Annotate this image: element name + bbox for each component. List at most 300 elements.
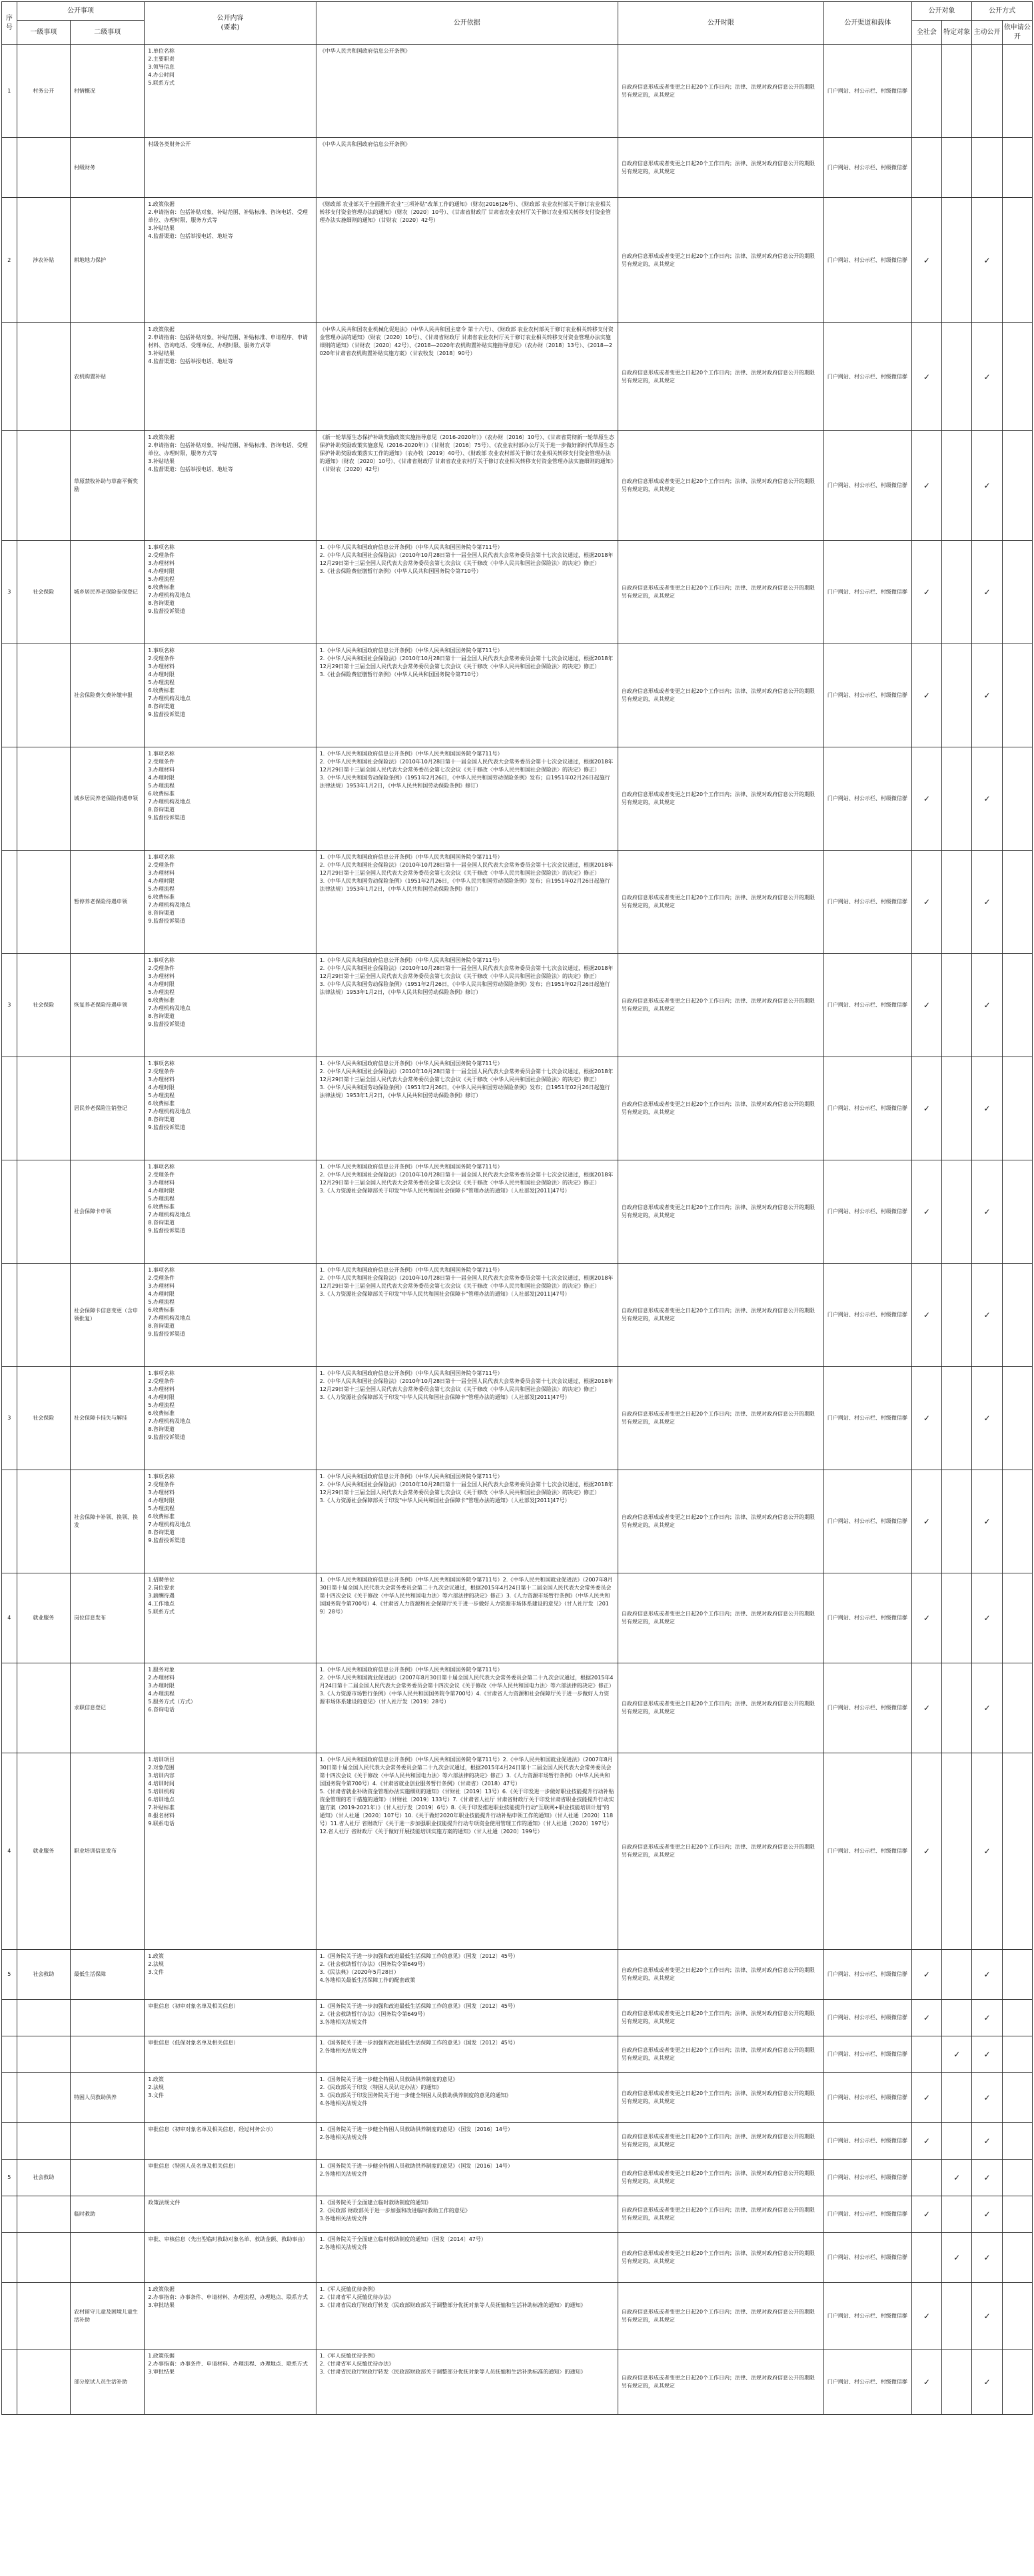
row-channel: 门户网站、村公示栏、村级微信群 — [823, 2073, 911, 2123]
row-all-society-check: ✓ — [911, 1057, 941, 1160]
row-specific-check — [942, 198, 972, 323]
row-all-society-check: ✓ — [911, 1264, 941, 1367]
row-content: 1.事项名称 2.受理条件 3.办理材料 4.办理时限 5.办理流程 6.收费标准 7.办理机构及地点 8.咨询渠道 9.监督投诉渠道 — [145, 1367, 316, 1470]
row-level1 — [17, 431, 70, 541]
row-specific-check — [942, 1663, 972, 1753]
row-period: 自政府信息形成或者变更之日起20个工作日内；法律、法规对政府信息公开的期限另有规定的，从其规定 — [618, 198, 823, 323]
table-row — [2, 1950, 1033, 2000]
row-seq: 5 — [2, 2160, 17, 2196]
table-row — [2, 2283, 1033, 2350]
row-specific-check — [942, 1264, 972, 1367]
row-seq — [2, 1160, 17, 1264]
row-content: 1.培训项目 2.对象范围 3.培训内容 4.培训时间 5.培训机构 6.培训地点 7.补贴标准 8.报名材料 9.联系电话 — [145, 1753, 316, 1950]
row-level2: 村级财务 — [70, 138, 144, 198]
row-level2: 岗位信息发布 — [70, 1573, 144, 1663]
row-active-check: ✓ — [972, 2160, 1002, 2196]
row-seq: 3 — [2, 954, 17, 1057]
row-seq — [2, 2350, 17, 2415]
row-content: 1.事项名称 2.受理条件 3.办理材料 4.办理时限 5.办理流程 6.收费标准 7.办理机构及地点 8.咨询渠道 9.监督投诉渠道 — [145, 747, 316, 851]
row-on-request-check — [1002, 431, 1032, 541]
table-row — [2, 198, 1033, 323]
row-on-request-check — [1002, 1753, 1032, 1950]
row-level2: 社会保障卡信息变更（含申领批复） — [70, 1264, 144, 1367]
row-specific-check — [942, 644, 972, 747]
row-level2: 部分原试人员生活补助 — [70, 2350, 144, 2415]
row-all-society-check — [911, 2233, 941, 2283]
header-level2: 二级事项 — [70, 21, 144, 45]
row-all-society-check — [911, 45, 941, 138]
row-channel: 门户网站、村公示栏、村级微信群 — [823, 1663, 911, 1753]
row-basis: 1.《中华人民共和国政府信息公开条例》（中华人民共和国国务院令第711号） 2.《中华人民共和国社会保险法》（2010年10月28日第十一届全国人民代表大会常务委员会第十七次会议通过，根据2018年12月29日第十三届全国人民代表大会常务委员会第七次会议《关于修改〈中华人民共和国社会保险法〉的决定》修正） 3.《人力资源社会保障部关于印发"中华人民共和国社会保障卡"管理办法的通知》（人社部发[2011]47号） — [316, 1367, 618, 1470]
row-on-request-check — [1002, 45, 1032, 138]
table-row — [2, 431, 1033, 541]
row-active-check: ✓ — [972, 747, 1002, 851]
row-content: 1.事项名称 2.受理条件 3.办理材料 4.办理时限 5.办理流程 6.收费标准 7.办理机构及地点 8.咨询渠道 9.监督投诉渠道 — [145, 644, 316, 747]
row-all-society-check: ✓ — [911, 644, 941, 747]
row-specific-check — [942, 1753, 972, 1950]
row-period: 自政府信息形成或者变更之日起20个工作日内；法律、法规对政府信息公开的期限另有规定的，从其规定 — [618, 2283, 823, 2350]
row-content: 审批信息（低保对象名单及相关信息） — [145, 2036, 316, 2073]
header-all-society: 全社会 — [911, 21, 941, 45]
row-channel: 门户网站、村公示栏、村级微信群 — [823, 2283, 911, 2350]
row-specific-check — [942, 2350, 972, 2415]
row-period: 自政府信息形成或者变更之日起20个工作日内；法律、法规对政府信息公开的期限另有规定的，从其规定 — [618, 138, 823, 198]
row-channel: 门户网站、村公示栏、村级微信群 — [823, 2000, 911, 2036]
row-specific-check: ✓ — [942, 2036, 972, 2073]
row-level1 — [17, 2233, 70, 2283]
row-period: 自政府信息形成或者变更之日起20个工作日内；法律、法规对政府信息公开的期限另有规定的，从其规定 — [618, 1663, 823, 1753]
row-level1 — [17, 2073, 70, 2123]
row-seq: 3 — [2, 1367, 17, 1470]
row-specific-check — [942, 2073, 972, 2123]
row-seq: 3 — [2, 541, 17, 644]
row-period: 自政府信息形成或者变更之日起20个工作日内；法律、法规对政府信息公开的期限另有规定的，从其规定 — [618, 1367, 823, 1470]
row-basis: 1.《中华人民共和国政府信息公开条例》（中华人民共和国国务院令第711号） 2.《中华人民共和国就业促进法》（2007年8月30日第十届全国人民代表大会常务委员会第二十九次会议通过，根据2015年4月24日第十二届全国人民代表大会常务委员会第十四次会议《关于修改〈中华人民共和国电力法〉等六部法律的决定》修正）3.《人力资源市场暂行条例》（中华人民共和国国务院令第700号）4.《甘肃省人力资源和社会保障厅关于进一步做好人力资源市场体系建设的意见》（甘人社厅发〔2019〕28号） — [316, 1663, 618, 1753]
row-period: 自政府信息形成或者变更之日起20个工作日内；法律、法规对政府信息公开的期限另有规定的，从其规定 — [618, 1950, 823, 2000]
header-method: 公开方式 — [972, 2, 1033, 21]
row-level1: 社会救助 — [17, 2160, 70, 2196]
row-all-society-check: ✓ — [911, 1160, 941, 1264]
row-specific-check — [942, 2283, 972, 2350]
row-level1: 涉农补贴 — [17, 198, 70, 323]
row-content: 政策法规文件 — [145, 2196, 316, 2233]
row-active-check: ✓ — [972, 1160, 1002, 1264]
row-channel: 门户网站、村公示栏、村级微信群 — [823, 1753, 911, 1950]
row-on-request-check — [1002, 644, 1032, 747]
row-all-society-check: ✓ — [911, 2283, 941, 2350]
row-all-society-check: ✓ — [911, 198, 941, 323]
row-content: 1.服务对象 2.办理材料 3.办理时限 4.办理流程 5.服务方式（方式） 6.咨询电话 — [145, 1663, 316, 1753]
table-row — [2, 1753, 1033, 1950]
row-channel: 门户网站、村公示栏、村级微信群 — [823, 2036, 911, 2073]
row-content: 1.政策依据 2.申请指南：包括补贴对象、补贴范围、补贴标准、咨询电话、受理单位、办理时限，服务方式等 3.补贴结果 4.监督渠道：包括举报电话、地址等 — [145, 198, 316, 323]
row-seq — [2, 2000, 17, 2036]
row-level2: 农村留守儿童及困境儿童生活补助 — [70, 2283, 144, 2350]
row-specific-check: ✓ — [942, 2233, 972, 2283]
row-channel: 门户网站、村公示栏、村级微信群 — [823, 45, 911, 138]
row-seq: 5 — [2, 1950, 17, 2000]
row-level1: 就业服务 — [17, 1573, 70, 1663]
row-period: 自政府信息形成或者变更之日起20个工作日内；法律、法规对政府信息公开的期限另有规定的，从其规定 — [618, 2350, 823, 2415]
row-on-request-check — [1002, 2123, 1032, 2160]
row-all-society-check: ✓ — [911, 541, 941, 644]
row-period: 自政府信息形成或者变更之日起20个工作日内；法律、法规对政府信息公开的期限另有规定的，从其规定 — [618, 431, 823, 541]
row-content: 审批信息（特困人员名单及相关信息） — [145, 2160, 316, 2196]
row-seq — [2, 138, 17, 198]
row-active-check: ✓ — [972, 1753, 1002, 1950]
row-content: 1.政策依据 2.申请指南：包括补贴对象、补贴范围、补贴标准、咨询电话、受理单位、办理时限，服务方式等 3.补贴结果 4.监督渠道：包括举报电话、地址等 — [145, 431, 316, 541]
row-basis: 1.《国务院关于进一步加强和改进最低生活保障工作的意见》（国发〔2012〕45号） 2.《社会救助暂行办法》（国务院令第649号） 3.各地相关法规文件 — [316, 2000, 618, 2036]
header-objects: 公开对象 — [911, 2, 972, 21]
disclosure-table — [1, 1, 1033, 2415]
row-basis: 1.《中华人民共和国政府信息公开条例》（中华人民共和国国务院令第711号） 2.《中华人民共和国社会保险法》（2010年10月28日第十一届全国人民代表大会常务委员会第十七次会议通过，根据2018年12月29日第十三届全国人民代表大会常务委员会第七次会议《关于修改〈中华人民共和国社会保险法〉的决定》修正） 3.《人力资源社会保障部关于印发"中华人民共和国社会保障卡"管理办法的通知》（人社部发[2011]47号） — [316, 1264, 618, 1367]
row-level2 — [70, 2036, 144, 2073]
row-channel: 门户网站、村公示栏、村级微信群 — [823, 323, 911, 431]
row-basis: 1.《中华人民共和国政府信息公开条例》（中华人民共和国国务院令第711号）2.《中华人民共和国就业促进法》（2007年8月30日第十届全国人民代表大会常务委员会第二十九次会议通过，根据2015年4月24日第十二届全国人民代表大会常务委员会第十四次会议《关于修改〈中华人民共和国电力法〉等六部法律的决定》修正）3.《人力资源市场暂行条例》（中华人民共和国国务院令第700号）4.《甘肃省就业创业服务暂行条例》（甘肃省）（2018）47号） 5.《甘肃省就业补助资金管理办法实施细则的通知》（甘财社〔2019〕13号）6.《关于印发进一步做好职业技能提升行动补贴资金管理的若干措施的通知》（甘财社〔2019〕133号）7.《甘肃省人社厅 甘肃省财政厅关于印发甘肃省职业技能提升行动实施方案（2019-2021年）》（甘人社厅发〔2019〕6号）8.《关于印发推进职业技能提升行动"互联网+职业技能培训计划"的通知》（甘人社通〔2020〕107号）10.《关于做好2020年职业技能提升行动补贴申领工作的通知》（甘人社通〔2020〕118号）11.省人社厅 省财政厅《关于进一步加强职业技能提升行动专项资金使用管理工作的通知》（甘人社通〔2020〕197号）12.省人社厅 省财政厅《关于做好开展技能培训实施方案的通知》（甘人社通〔2020〕199号） — [316, 1753, 618, 1950]
table-row — [2, 1367, 1033, 1470]
row-specific-check — [942, 2000, 972, 2036]
row-on-request-check — [1002, 2036, 1032, 2073]
row-active-check: ✓ — [972, 954, 1002, 1057]
table-row — [2, 747, 1033, 851]
row-specific-check — [942, 431, 972, 541]
row-active-check: ✓ — [972, 2233, 1002, 2283]
table-row — [2, 2350, 1033, 2415]
row-all-society-check — [911, 2036, 941, 2073]
row-basis: 1.《军人抚恤优待条例》 2.《甘肃省军人抚恤优待办法》 3.《甘肃省民政厅财政厅转发〈民政部财政部关于调整部分优抚对象等人员抚恤和生活补助标准的通知〉的通知》 — [316, 2283, 618, 2350]
row-specific-check — [942, 138, 972, 198]
row-level2: 最低生活保障 — [70, 1950, 144, 2000]
row-basis: 1.《中华人民共和国政府信息公开条例》（中华人民共和国国务院令第711号） 2.《中华人民共和国社会保险法》（2010年10月28日第十一届全国人民代表大会常务委员会第十七次会议通过，根据2018年12月29日第十三届全国人民代表大会常务委员会第七次会议《关于修改〈中华人民共和国社会保险法〉的决定》修正） 3.《人力资源社会保障部关于印发"中华人民共和国社会保障卡"管理办法的通知》（人社部发[2011]47号） — [316, 1470, 618, 1573]
row-basis: 1.《国务院关于全面建立临时救助制度的通知》（国发〔2014〕47号） 2.各地相关法规文件 — [316, 2233, 618, 2283]
row-content: 1.政策 2.法规 3.文件 — [145, 1950, 316, 2000]
row-active-check: ✓ — [972, 644, 1002, 747]
row-seq — [2, 2073, 17, 2123]
row-content: 审批信息（初审对象名单及相关信息） — [145, 2000, 316, 2036]
row-channel: 门户网站、村公示栏、村级微信群 — [823, 1264, 911, 1367]
row-level2 — [70, 2000, 144, 2036]
table-row — [2, 1264, 1033, 1367]
row-all-society-check: ✓ — [911, 1950, 941, 2000]
row-period: 自政府信息形成或者变更之日起20个工作日内；法律、法规对政府信息公开的期限另有规定的，从其规定 — [618, 954, 823, 1057]
row-on-request-check — [1002, 1264, 1032, 1367]
row-active-check: ✓ — [972, 1367, 1002, 1470]
row-all-society-check: ✓ — [911, 1470, 941, 1573]
row-channel: 门户网站、村公示栏、村级微信群 — [823, 2123, 911, 2160]
row-channel: 门户网站、村公示栏、村级微信群 — [823, 1573, 911, 1663]
row-period: 自政府信息形成或者变更之日起20个工作日内；法律、法规对政府信息公开的期限另有规定的，从其规定 — [618, 45, 823, 138]
row-period: 自政府信息形成或者变更之日起20个工作日内；法律、法规对政府信息公开的期限另有规定的，从其规定 — [618, 541, 823, 644]
row-level1 — [17, 2350, 70, 2415]
table-row — [2, 2123, 1033, 2160]
row-content: 1.事项名称 2.受理条件 3.办理材料 4.办理时限 5.办理流程 6.收费标准 7.办理机构及地点 8.咨询渠道 9.监督投诉渠道 — [145, 954, 316, 1057]
row-content: 1.事项名称 2.受理条件 3.办理材料 4.办理时限 5.办理流程 6.收费标准 7.办理机构及地点 8.咨询渠道 9.监督投诉渠道 — [145, 1470, 316, 1573]
row-basis: 《中华人民共和国农业机械化促进法》（中华人民共和国主席令 第十六号）、《财政部 农业农村部关于修订农业相关转移支付资金管理办法的通知》（财农〔2020〕10号）、《甘肃省财政厅 甘肃省农业农村厅关于修订农业相关转移支付资金管理办法实施细则的通知》（甘财农〔2020〕42号）、《2018—2020年农机购置补贴实施指导意见》（农办财〔2018〕13号）、《2018—2020年甘肃省农机购置补贴实施方案》（甘农牧发〔2018〕90号） — [316, 323, 618, 431]
row-active-check: ✓ — [972, 2000, 1002, 2036]
row-all-society-check: ✓ — [911, 2196, 941, 2233]
row-active-check: ✓ — [972, 1264, 1002, 1367]
row-seq: 4 — [2, 1753, 17, 1950]
row-active-check — [972, 45, 1002, 138]
row-seq — [2, 2036, 17, 2073]
row-basis: 1.《中华人民共和国政府信息公开条例》（中华人民共和国国务院令第711号） 2.《中华人民共和国社会保险法》（2010年10月28日第十一届全国人民代表大会常务委员会第十七次会议通过，根据2018年12月29日第十三届全国人民代表大会常务委员会第七次会议《关于修改〈中华人民共和国社会保险法〉的决定》修正） 3.《中华人民共和国劳动保险条例》（1951年2月26日，《中华人民共和国劳动保险条例》发布；自1951年02月26日起施行法律法规）1953年1月2日，《中华人民共和国劳动保险条例》修订） — [316, 954, 618, 1057]
row-seq — [2, 1264, 17, 1367]
header-matters: 公开事项 — [17, 2, 145, 21]
row-channel: 门户网站、村公示栏、村级微信群 — [823, 2160, 911, 2196]
row-period: 自政府信息形成或者变更之日起20个工作日内；法律、法规对政府信息公开的期限另有规定的，从其规定 — [618, 747, 823, 851]
row-active-check: ✓ — [972, 1057, 1002, 1160]
row-content: 1.事项名称 2.受理条件 3.办理材料 4.办理时限 5.办理流程 6.收费标准 7.办理机构及地点 8.咨询渠道 9.监督投诉渠道 — [145, 1057, 316, 1160]
row-level1 — [17, 644, 70, 747]
row-level1: 社会保险 — [17, 954, 70, 1057]
row-basis: 《中华人民共和国政府信息公开条例》 — [316, 138, 618, 198]
row-specific-check — [942, 1573, 972, 1663]
row-on-request-check — [1002, 2196, 1032, 2233]
row-level1 — [17, 1663, 70, 1753]
row-period: 自政府信息形成或者变更之日起20个工作日内；法律、法规对政府信息公开的期限另有规定的，从其规定 — [618, 1057, 823, 1160]
row-seq — [2, 851, 17, 954]
row-channel: 门户网站、村公示栏、村级微信群 — [823, 138, 911, 198]
row-level1 — [17, 1264, 70, 1367]
row-level1 — [17, 1057, 70, 1160]
header-basis: 公开依据 — [316, 2, 618, 45]
header-specific: 特定对象 — [942, 21, 972, 45]
row-level2: 职业培训信息发布 — [70, 1753, 144, 1950]
table-row — [2, 1160, 1033, 1264]
row-content: 1.事项名称 2.受理条件 3.办理材料 4.办理时限 5.办理流程 6.收费标准 7.办理机构及地点 8.咨询渠道 9.监督投诉渠道 — [145, 1160, 316, 1264]
row-on-request-check — [1002, 2073, 1032, 2123]
row-level2 — [70, 2160, 144, 2196]
row-level1 — [17, 2196, 70, 2233]
row-period: 自政府信息形成或者变更之日起20个工作日内；法律、法规对政府信息公开的期限另有规定的，从其规定 — [618, 2073, 823, 2123]
row-channel: 门户网站、村公示栏、村级微信群 — [823, 2196, 911, 2233]
row-level2: 社会保险费欠费补缴申报 — [70, 644, 144, 747]
row-seq — [2, 323, 17, 431]
row-level1 — [17, 1470, 70, 1573]
row-level2 — [70, 2123, 144, 2160]
row-on-request-check — [1002, 1950, 1032, 2000]
table-row — [2, 2196, 1033, 2233]
row-level1 — [17, 851, 70, 954]
row-specific-check — [942, 45, 972, 138]
table-row — [2, 2233, 1033, 2283]
row-channel: 门户网站、村公示栏、村级微信群 — [823, 1470, 911, 1573]
row-all-society-check: ✓ — [911, 2123, 941, 2160]
row-on-request-check — [1002, 2350, 1032, 2415]
row-active-check: ✓ — [972, 851, 1002, 954]
row-level1 — [17, 2036, 70, 2073]
row-channel: 门户网站、村公示栏、村级微信群 — [823, 1950, 911, 2000]
row-level2: 耕地地力保护 — [70, 198, 144, 323]
row-level2 — [70, 2233, 144, 2283]
row-level1 — [17, 2283, 70, 2350]
row-all-society-check: ✓ — [911, 323, 941, 431]
row-active-check: ✓ — [972, 2196, 1002, 2233]
row-specific-check — [942, 1057, 972, 1160]
row-specific-check — [942, 851, 972, 954]
header-on-request: 依申请公开 — [1002, 21, 1032, 45]
row-seq — [2, 747, 17, 851]
row-seq: 2 — [2, 198, 17, 323]
row-on-request-check — [1002, 2233, 1032, 2283]
row-all-society-check: ✓ — [911, 2350, 941, 2415]
row-content: 1.事项名称 2.受理条件 3.办理材料 4.办理时限 5.办理流程 6.收费标准 7.办理机构及地点 8.咨询渠道 9.监督投诉渠道 — [145, 851, 316, 954]
row-all-society-check: ✓ — [911, 2073, 941, 2123]
row-content: 1.事项名称 2.受理条件 3.办理材料 4.办理时限 5.办理流程 6.收费标准 7.办理机构及地点 8.咨询渠道 9.监督投诉渠道 — [145, 1264, 316, 1367]
row-period: 自政府信息形成或者变更之日起20个工作日内；法律、法规对政府信息公开的期限另有规定的，从其规定 — [618, 2123, 823, 2160]
row-basis: 1.《国务院关于进一步加强和改进最低生活保障工作的意见》（国发〔2012〕45号） 2.各地相关法规文件 — [316, 2036, 618, 2073]
row-level1 — [17, 747, 70, 851]
row-basis: 1.《军人抚恤优待条例》 2.《甘肃省军人抚恤优待办法》 3.《甘肃省民政厅财政厅转发〈民政部财政部关于调整部分优抚对象等人员抚恤和生活补助标准的通知〉的通知》 — [316, 2350, 618, 2415]
row-on-request-check — [1002, 323, 1032, 431]
row-level1 — [17, 323, 70, 431]
row-content: 1.政策依据 2.申请指南：包括补贴对象、补贴范围、补贴标准、申请程序、申请材料、咨询电话、受理单位、办理时限、服务方式等 3.补贴结果 4.监督渠道：包括举报电话、地址等 — [145, 323, 316, 431]
row-active-check: ✓ — [972, 1573, 1002, 1663]
row-content: 1.政策 2.法规 3.文件 — [145, 2073, 316, 2123]
row-period: 自政府信息形成或者变更之日起20个工作日内；法律、法规对政府信息公开的期限另有规定的，从其规定 — [618, 2000, 823, 2036]
row-all-society-check: ✓ — [911, 954, 941, 1057]
row-period: 自政府信息形成或者变更之日起20个工作日内；法律、法规对政府信息公开的期限另有规定的，从其规定 — [618, 2196, 823, 2233]
row-seq — [2, 2123, 17, 2160]
row-level1: 社会保险 — [17, 541, 70, 644]
row-active-check — [972, 138, 1002, 198]
row-on-request-check — [1002, 138, 1032, 198]
table-row — [2, 1663, 1033, 1753]
row-active-check: ✓ — [972, 2350, 1002, 2415]
row-channel: 门户网站、村公示栏、村级微信群 — [823, 541, 911, 644]
row-all-society-check: ✓ — [911, 1367, 941, 1470]
row-seq — [2, 431, 17, 541]
row-all-society-check: ✓ — [911, 2000, 941, 2036]
row-channel: 门户网站、村公示栏、村级微信群 — [823, 954, 911, 1057]
row-seq — [2, 1057, 17, 1160]
row-content: 村级各类财务公开 — [145, 138, 316, 198]
row-seq — [2, 2196, 17, 2233]
table-row — [2, 2160, 1033, 2196]
row-basis: 1.《中华人民共和国政府信息公开条例》（中华人民共和国国务院令第711号） 2.《中华人民共和国社会保险法》（2010年10月28日第十一届全国人民代表大会常务委员会第十七次会议通过，根据2018年12月29日第十三届全国人民代表大会常务委员会第七次会议《关于修改〈中华人民共和国社会保险法〉的决定》修正） 3.《中华人民共和国劳动保险条例》（1951年2月26日，《中华人民共和国劳动保险条例》发布；自1951年02月26日起施行法律法规）1953年1月2日，《中华人民共和国劳动保险条例》修订） — [316, 747, 618, 851]
row-active-check: ✓ — [972, 2036, 1002, 2073]
row-level2: 草原禁牧补助与草畜平衡奖励 — [70, 431, 144, 541]
row-all-society-check: ✓ — [911, 851, 941, 954]
header-seq: 序号 — [2, 2, 17, 45]
row-active-check: ✓ — [972, 198, 1002, 323]
row-basis: 1.《国务院关于进一步健全特困人员救助供养制度的意见》 2.《民政部关于印发〈特困人员认定办法〉的通知》 3.《民政部关于印发国务院关于进一步健全特困人员救助供养制度的意见的通知》 4.各地相关法规文件 — [316, 2073, 618, 2123]
row-seq — [2, 2233, 17, 2283]
row-active-check: ✓ — [972, 2283, 1002, 2350]
row-active-check: ✓ — [972, 2073, 1002, 2123]
row-period: 自政府信息形成或者变更之日起20个工作日内；法律、法规对政府信息公开的期限另有规定的，从其规定 — [618, 2036, 823, 2073]
header-level1: 一级事项 — [17, 21, 70, 45]
row-basis: 《新一轮草原生态保护补助奖励政策实施指导意见（2016-2020年）》（农办财〔2016〕10号）、《甘肃省贯彻新一轮草原生态保护补助奖励政策实施意见（2016-2020年）》（甘财农〔2016〕75号）、《农业农村部办公厅关于进一步做好新时代草原生态保护补助奖励政策落实工作的通知》（农办牧〔2019〕40号）、《财政部 农业农村部关于修订农业相关转移支付资金管理办法的通知》（财农〔2020〕10号）、《甘肃省财政厅 甘肃省农业农村厅关于修订农业相关转移支付资金管理办法实施细则的通知》（甘财农〔2020〕42号） — [316, 431, 618, 541]
table-body — [2, 45, 1033, 2415]
table-row — [2, 1573, 1033, 1663]
row-on-request-check — [1002, 851, 1032, 954]
row-all-society-check: ✓ — [911, 1573, 941, 1663]
row-content: 审批信息（初审对象名单及相关信息，经过村务公示） — [145, 2123, 316, 2160]
row-active-check: ✓ — [972, 541, 1002, 644]
row-active-check: ✓ — [972, 1663, 1002, 1753]
row-channel: 门户网站、村公示栏、村级微信群 — [823, 431, 911, 541]
row-channel: 门户网站、村公示栏、村级微信群 — [823, 851, 911, 954]
row-basis: 1.《中华人民共和国政府信息公开条例》（中华人民共和国国务院令第711号） 2.《中华人民共和国社会保险法》（2010年10月28日第十一届全国人民代表大会常务委员会第十七次会议通过，根据2018年12月29日第十三届全国人民代表大会常务委员会第七次会议《关于修改〈中华人民共和国社会保险法〉的决定》修正） 3.《中华人民共和国劳动保险条例》（1951年2月26日，《中华人民共和国劳动保险条例》发布；自1951年02月26日起施行法律法规）1953年1月2日，《中华人民共和国劳动保险条例》修订） — [316, 1057, 618, 1160]
row-level1 — [17, 138, 70, 198]
row-all-society-check: ✓ — [911, 1663, 941, 1753]
row-seq: 4 — [2, 1573, 17, 1663]
row-basis: 1.《中华人民共和国政府信息公开条例》（中华人民共和国国务院令第711号） 2.《中华人民共和国社会保险法》（2010年10月28日第十一届全国人民代表大会常务委员会第十七次会议通过，根据2018年12月29日第十三届全国人民代表大会常务委员会第七次会议《关于修改〈中华人民共和国社会保险法〉的决定》修正） 3.《人力资源社会保障部关于印发"中华人民共和国社会保障卡"管理办法的通知》（人社部发[2011]47号） — [316, 1160, 618, 1264]
row-specific-check: ✓ — [942, 2160, 972, 2196]
row-period: 自政府信息形成或者变更之日起20个工作日内；法律、法规对政府信息公开的期限另有规定的，从其规定 — [618, 851, 823, 954]
row-level2: 社会保障卡补领、换领、换发 — [70, 1470, 144, 1573]
row-on-request-check — [1002, 1573, 1032, 1663]
table-row — [2, 2036, 1033, 2073]
row-level2: 城乡居民养老保险待遇申领 — [70, 747, 144, 851]
table-row — [2, 1470, 1033, 1573]
header-channel: 公开渠道和载体 — [823, 2, 911, 45]
row-basis: 《财政部 农业部关于全面推开农业"三项补贴"改革工作的通知》（财农[2016]26号）、《财政部 农业农村部关于修订农业相关转移支付资金管理办法的通知》（财农〔2020〕10号）、《甘肃省财政厅 甘肃省农业农村厅关于修订农业相关转移支付资金管理办法实施细则的通知》（甘财农〔2020〕42号） — [316, 198, 618, 323]
row-seq: 1 — [2, 45, 17, 138]
row-basis: 1.《中华人民共和国政府信息公开条例》（中华人民共和国国务院令第711号） 2.《中华人民共和国社会保险法》（2010年10月28日第十一届全国人民代表大会常务委员会第十七次会议通过，根据2018年12月29日第十三届全国人民代表大会常务委员会第七次会议《关于修改〈中华人民共和国社会保险法〉的决定》修正） 3.《社会保险费征缴暂行条例》（中华人民共和国国务院令第710号） — [316, 644, 618, 747]
row-on-request-check — [1002, 2160, 1032, 2196]
table-row — [2, 2000, 1033, 2036]
row-level1: 社会救助 — [17, 1950, 70, 2000]
row-specific-check — [942, 2123, 972, 2160]
row-specific-check — [942, 1367, 972, 1470]
row-period: 自政府信息形成或者变更之日起20个工作日内；法律、法规对政府信息公开的期限另有规定的，从其规定 — [618, 1264, 823, 1367]
row-basis: 1.《中华人民共和国政府信息公开条例》（中华人民共和国国务院令第711号）2.《中华人民共和国就业促进法》（2007年8月30日第十届全国人民代表大会常务委员会第二十九次会议通过，根据2015年4月24日第十二届全国人民代表大会常务委员会第十四次会议《关于修改〈中华人民共和国电力法〉等六部法律的决定》修正）3.《人力资源市场暂行条例》（中华人民共和国国务院令第700号）4.《甘肃省人力资源和社会保障厅关于进一步做好人力资源市场体系建设的意见》（甘人社厅发〔2019〕28号） — [316, 1573, 618, 1663]
row-level2: 社会保障卡挂失与解挂 — [70, 1367, 144, 1470]
row-channel: 门户网站、村公示栏、村级微信群 — [823, 198, 911, 323]
row-specific-check — [942, 1950, 972, 2000]
row-on-request-check — [1002, 1470, 1032, 1573]
row-content: 1.事项名称 2.受理条件 3.办理材料 4.办理时限 5.办理流程 6.收费标准 7.办理机构及地点 8.咨询渠道 9.监督投诉渠道 — [145, 541, 316, 644]
row-channel: 门户网站、村公示栏、村级微信群 — [823, 1057, 911, 1160]
table-row — [2, 323, 1033, 431]
row-level1: 村务公开 — [17, 45, 70, 138]
row-level2: 村情概况 — [70, 45, 144, 138]
row-level1: 社会保险 — [17, 1367, 70, 1470]
row-period: 自政府信息形成或者变更之日起20个工作日内；法律、法规对政府信息公开的期限另有规定的，从其规定 — [618, 1573, 823, 1663]
row-seq — [2, 644, 17, 747]
row-period: 自政府信息形成或者变更之日起20个工作日内；法律、法规对政府信息公开的期限另有规定的，从其规定 — [618, 1160, 823, 1264]
row-content: 1.招聘单位 2.岗位要求 3.薪酬待遇 4.工作地点 5.联系方式 — [145, 1573, 316, 1663]
row-on-request-check — [1002, 1663, 1032, 1753]
row-channel: 门户网站、村公示栏、村级微信群 — [823, 644, 911, 747]
table-row — [2, 138, 1033, 198]
row-basis: 1.《国务院关于全面建立临时救助制度的通知》 2.《民政部 财政部关于进一步加强和改进临时救助工作的意见》 3.各地相关法规文件 — [316, 2196, 618, 2233]
row-all-society-check: ✓ — [911, 747, 941, 851]
row-channel: 门户网站、村公示栏、村级微信群 — [823, 1367, 911, 1470]
row-level2: 求职信息登记 — [70, 1663, 144, 1753]
header-period: 公开时限 — [618, 2, 823, 45]
row-specific-check — [942, 954, 972, 1057]
table-row — [2, 644, 1033, 747]
row-on-request-check — [1002, 1160, 1032, 1264]
header-content: 公开内容 (要素) — [145, 2, 316, 45]
row-active-check: ✓ — [972, 1470, 1002, 1573]
row-content: 1.政策依据 2.办事指南：办事条件、申请材料、办理流程、办理地点、联系方式 3.审批结果 — [145, 2283, 316, 2350]
row-period: 自政府信息形成或者变更之日起20个工作日内；法律、法规对政府信息公开的期限另有规定的，从其规定 — [618, 1753, 823, 1950]
row-specific-check — [942, 2196, 972, 2233]
row-specific-check — [942, 1470, 972, 1573]
row-period: 自政府信息形成或者变更之日起20个工作日内；法律、法规对政府信息公开的期限另有规定的，从其规定 — [618, 1470, 823, 1573]
row-seq — [2, 2283, 17, 2350]
row-level2: 城乡居民养老保险参保登记 — [70, 541, 144, 644]
row-on-request-check — [1002, 1057, 1032, 1160]
row-on-request-check — [1002, 2283, 1032, 2350]
row-channel: 门户网站、村公示栏、村级微信群 — [823, 747, 911, 851]
row-specific-check — [942, 1160, 972, 1264]
row-level1 — [17, 1160, 70, 1264]
